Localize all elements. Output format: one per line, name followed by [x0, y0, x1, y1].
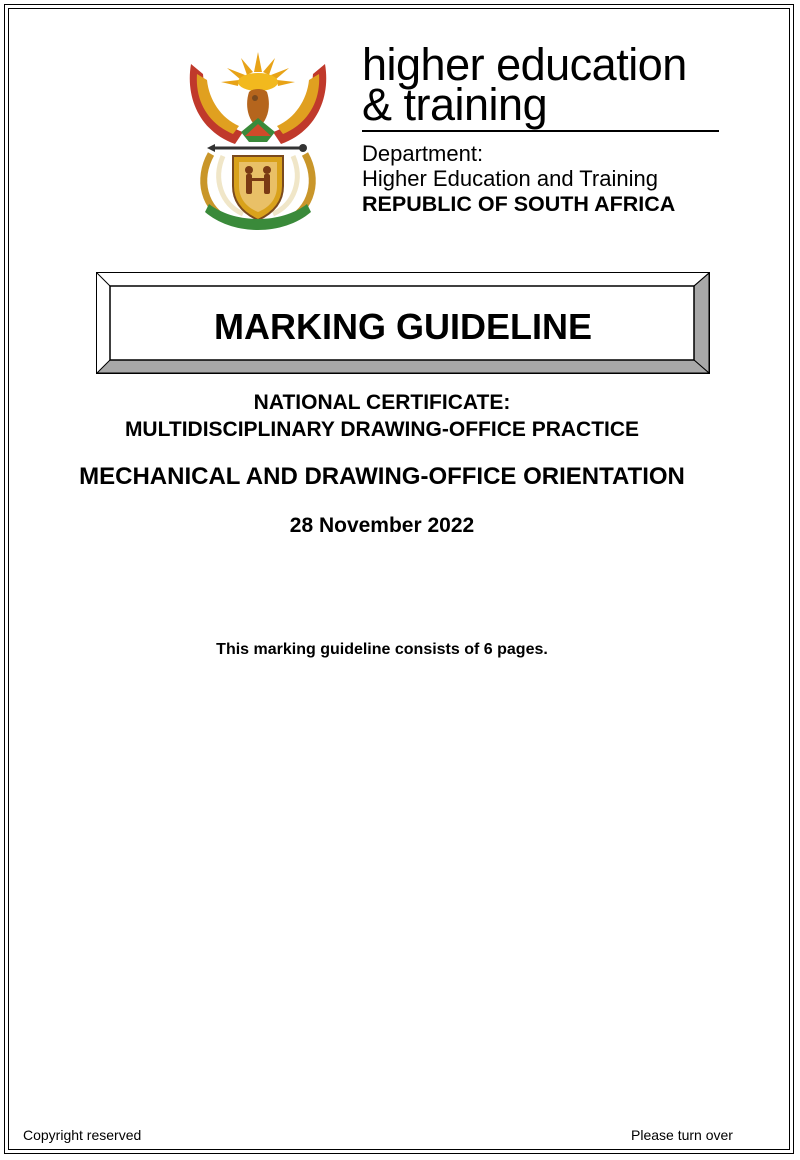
subject-title: MECHANICAL AND DRAWING-OFFICE ORIENTATION — [79, 463, 685, 490]
dept-line-department: Department: — [362, 141, 484, 166]
exam-date: 28 November 2022 — [289, 514, 475, 537]
certificate-line1: NATIONAL CERTIFICATE: — [253, 391, 511, 414]
page-count-note: This marking guideline consists of 6 pages. — [216, 641, 548, 658]
dept-title-rule — [362, 130, 719, 132]
certificate-line2: MULTIDISCIPLINARY DRAWING-OFFICE PRACTICE — [124, 418, 640, 441]
document-title: MARKING GUIDELINE — [214, 306, 592, 347]
footer-turn-over: Please turn over — [631, 1127, 733, 1143]
dept-title-line2: & training — [362, 79, 548, 130]
footer-copyright: Copyright reserved — [23, 1127, 142, 1143]
dept-line-country: REPUBLIC OF SOUTH AFRICA — [362, 192, 676, 216]
coat-of-arms-icon — [183, 44, 333, 236]
dept-title-line1: higher education — [362, 39, 687, 90]
dept-line-name: Higher Education and Training — [362, 166, 658, 191]
